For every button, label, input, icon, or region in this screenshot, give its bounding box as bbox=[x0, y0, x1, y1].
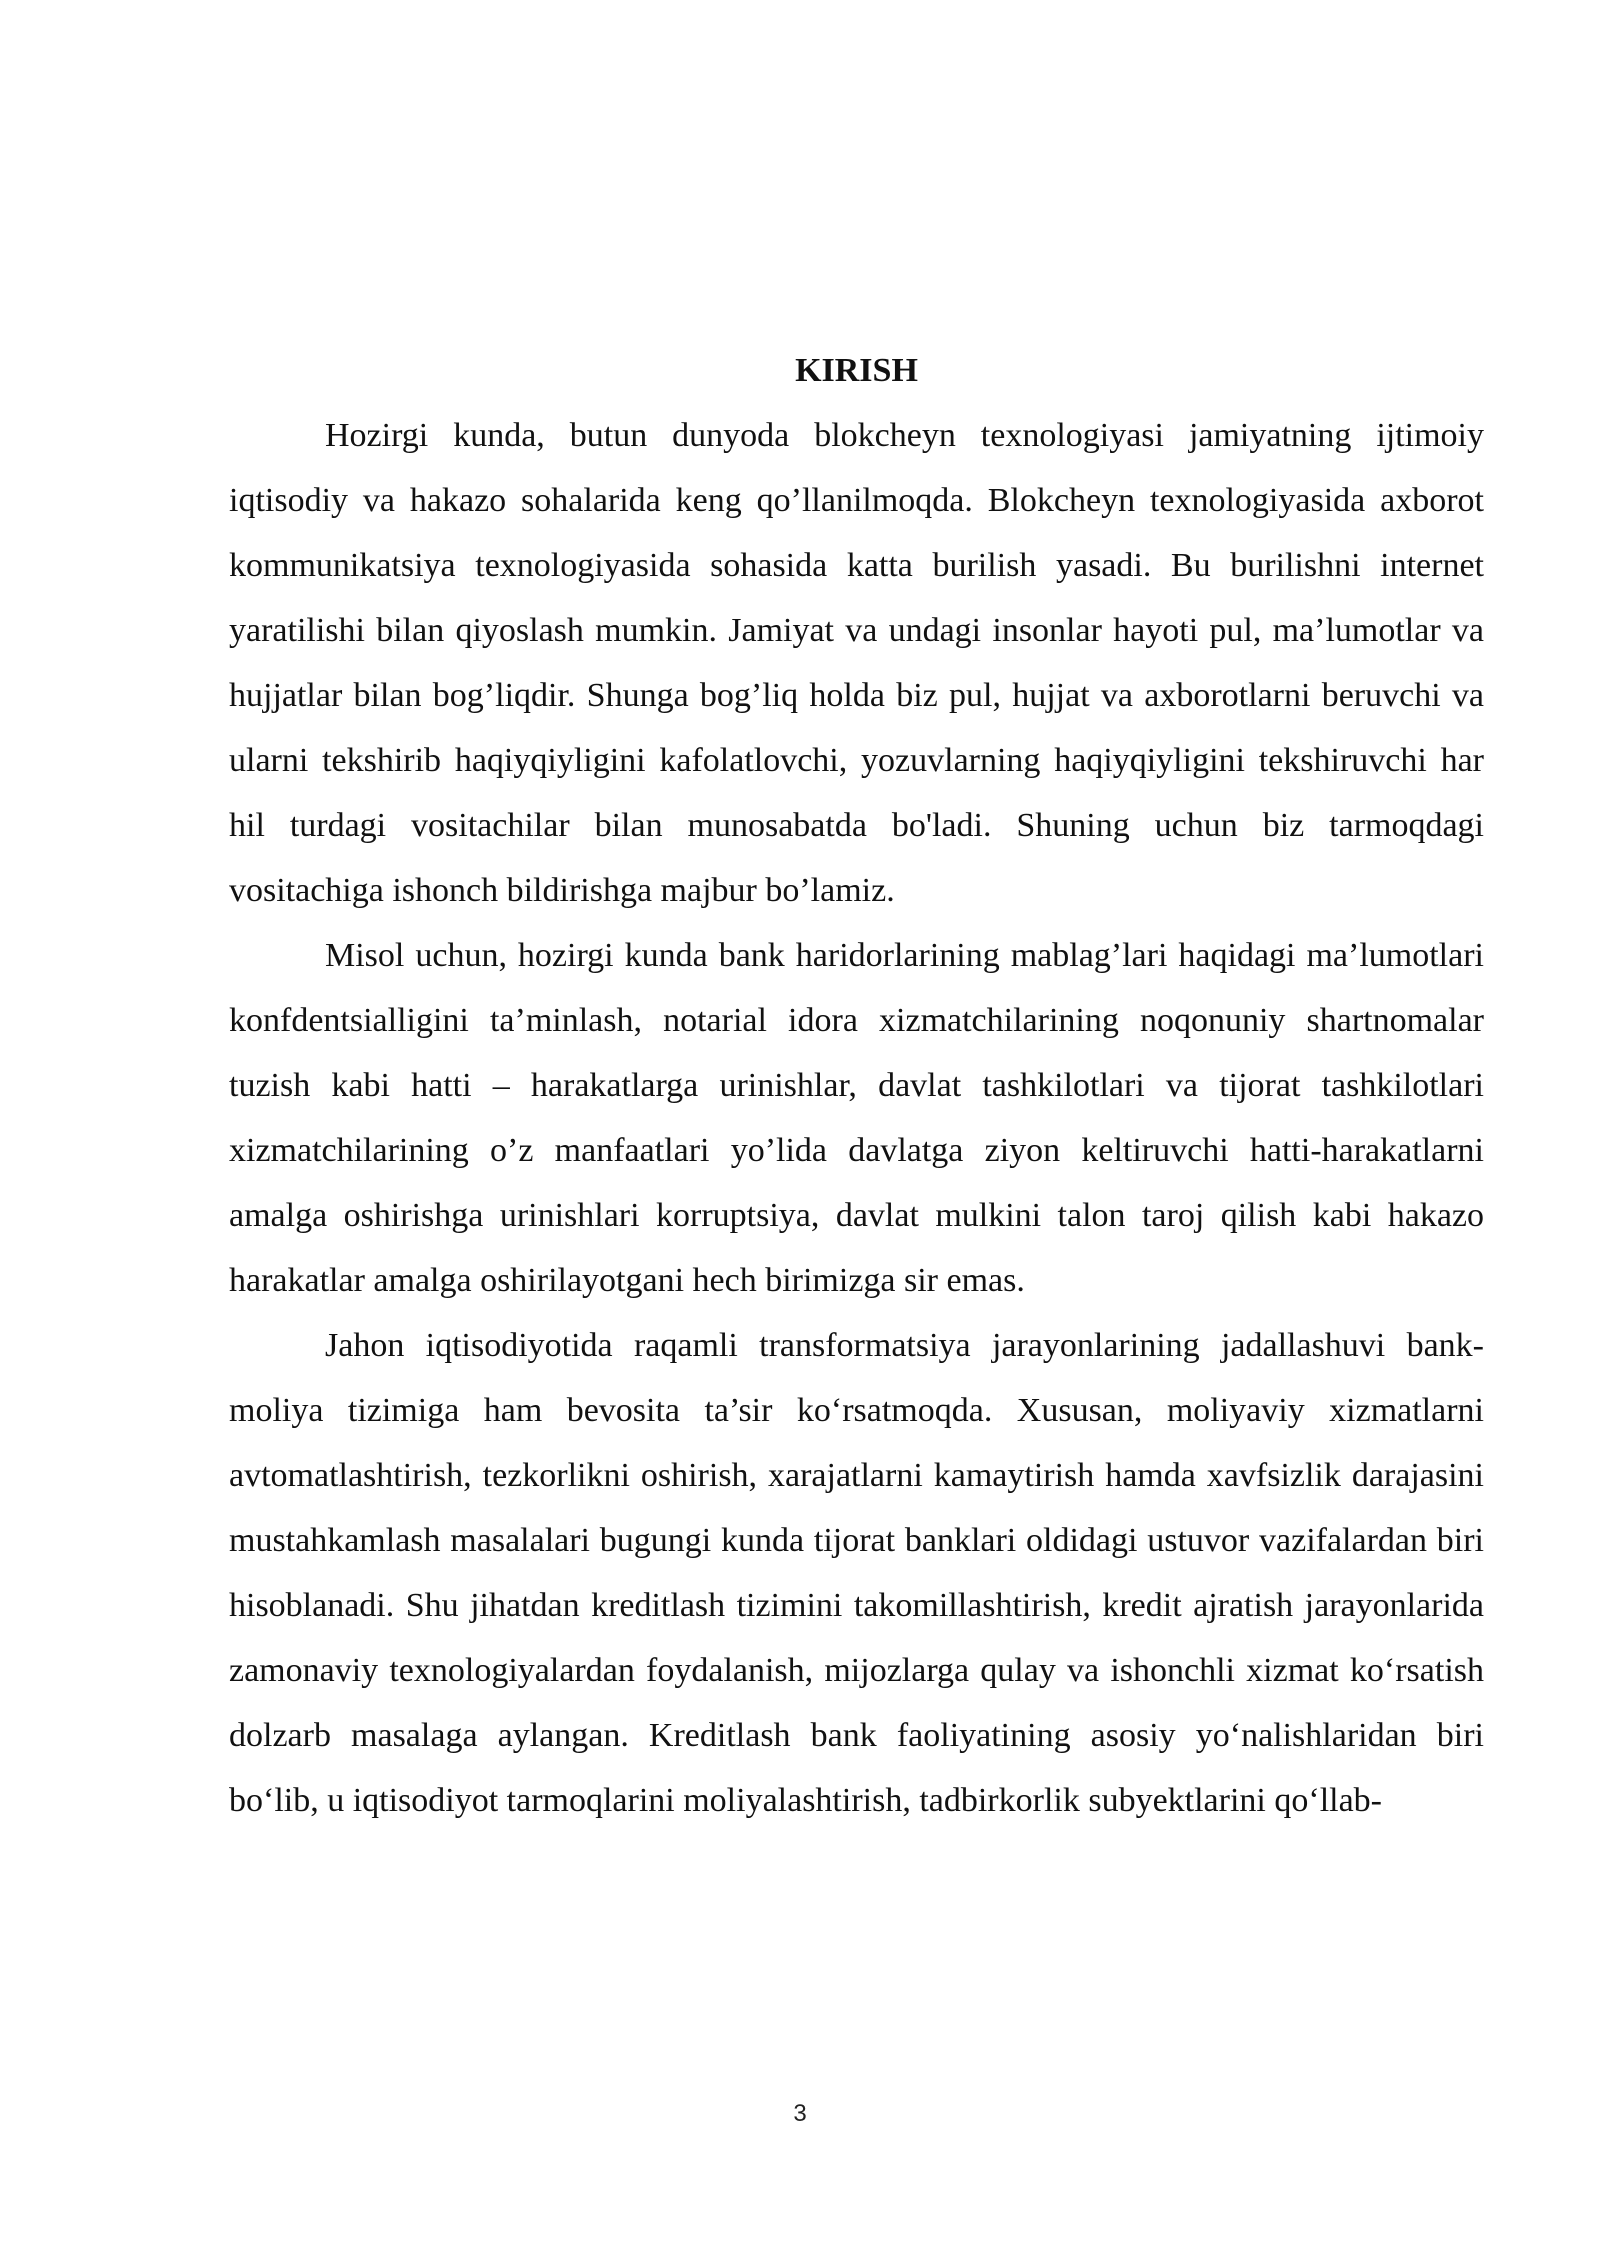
section-title: KIRISH bbox=[795, 352, 918, 389]
paragraph-blockchain-intro: Hozirgi kunda, butun dunyoda blokcheyn texnologiyasi jamiyatning ijtimoiy iqtisodiy va hakazo sohalarida keng qo’llanilmoqda. Blokcheyn texnologiyasida axborot kommunikatsiya texnologiyasida sohasida katta burilish yasadi. Bu burilishni internet yaratilishi bilan qiyoslash mumkin. Jamiyat va undagi insonlar hayoti pul, ma’lumotlar va hujjatlar bilan bog’liqdir. Shunga bog’liq holda biz pul, hujjat va axborotlarni beruvchi va ularni tekshirib haqiyqiyligini kafolatlovchi, yozuvlarning haqiyqiyligini tekshiruvchi har hil turdagi vositachilar bilan munosabatda bo'ladi. Shuning uchun biz tarmoqdagi vositachiga ishonch bildirishga majbur bo’lamiz. bbox=[229, 417, 1484, 909]
page-number: 3 bbox=[793, 2100, 807, 2127]
paragraph-corruption-example: Misol uchun, hozirgi kunda bank haridorlarining mablag’lari haqidagi ma’lumotlari konfdentsialligini ta’minlash, notarial idora xizmatchilarining noqonuniy shartnomalar tuzish kabi hatti – harakatlarga urinishlar, davlat tashkilotlari va tijorat tashkilotlari xizmatchilarining o’z manfaatlari yo’lida davlatga ziyon keltiruvchi hatti-harakatlarni amalga oshirishga urinishlari korruptsiya, davlat mulkini talon taroj qilish kabi hakazo harakatlar amalga oshirilayotgani hech birimizga sir emas. bbox=[229, 937, 1484, 1299]
paragraph-digital-transformation: Jahon iqtisodiyotida raqamli transformatsiya jarayonlarining jadallashuvi bank-moliya tizimiga ham bevosita ta’sir ko‘rsatmoqda. Xususan, moliyaviy xizmatlarni avtomatlashtirish, tezkorlikni oshirish, xarajatlarni kamaytirish hamda xavfsizlik darajasini mustahkamlash masalalari bugungi kunda tijorat banklari oldidagi ustuvor vazifalardan biri hisoblanadi. Shu jihatdan kreditlash tizimini takomillashtirish, kredit ajratish jarayonlarida zamonaviy texnologiyalardan foydalanish, mijozlarga qulay va ishonchli xizmat ko‘rsatish dolzarb masalaga aylangan. Kreditlash bank faoliyatining asosiy yo‘nalishlaridan biri bo‘lib, u iqtisodiyot tarmoqlarini moliyalashtirish, tadbirkorlik subyektlarini qo‘llab- bbox=[229, 1327, 1484, 1819]
page-content bbox=[229, 338, 1484, 1833]
